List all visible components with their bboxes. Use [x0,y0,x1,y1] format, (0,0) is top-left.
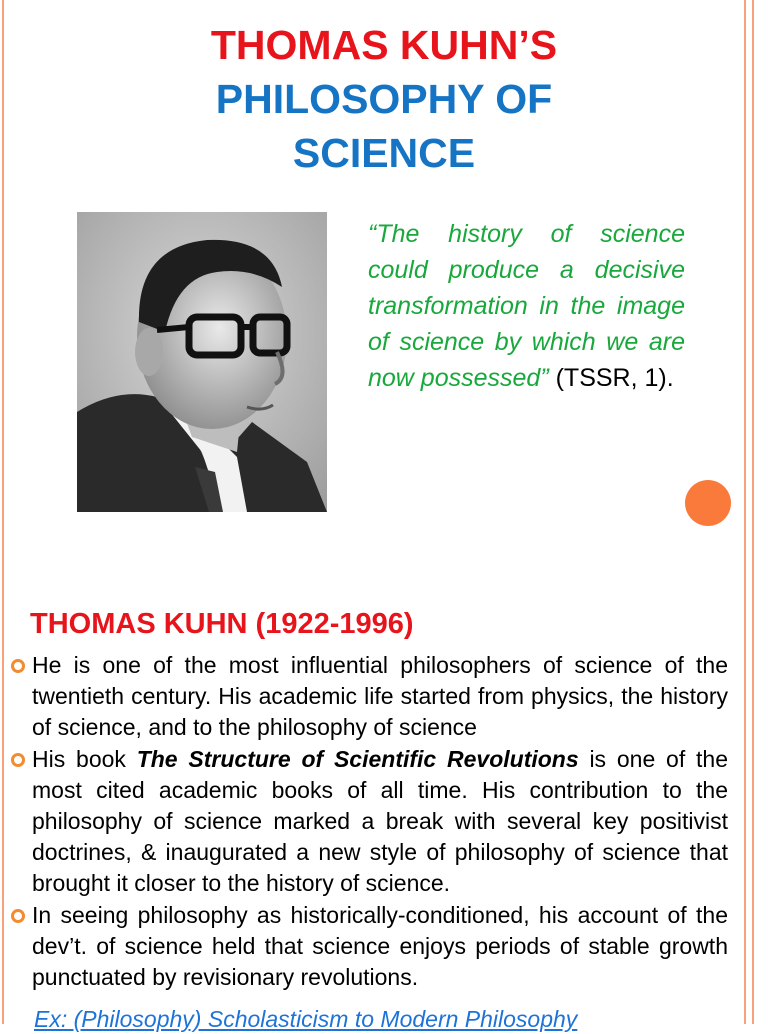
bullet-item [10,650,728,742]
quote-citation: (TSSR, 1). [548,364,674,392]
section-heading: THOMAS KUHN (1922-1996) [30,608,414,640]
book-title: The Structure of Scientific Revolutions [136,746,579,773]
bullet-item [10,744,728,898]
title-line-3: SCIENCE [292,130,476,176]
bullet-text: In seeing philosophy as historically-conditioned, his account of the dev’t. of science held that science enjoys periods of stable growth punctuated by revisionary revolutions. [32,902,728,990]
bullet-text-after: is one of the most cited academic books of all time. His contribution to the philosophy of science marked a break with several key positivist doctrines, & inaugurated a new style of philosophy of science that brought it closer to the history of science. [32,746,728,896]
kuhn-quote [368,216,685,396]
title-line-2: PHILOSOPHY OF [215,76,553,122]
orange-circle-decoration [685,480,731,526]
example-link[interactable]: Ex: (Philosophy) Scholasticism to Modern Philosophy [34,1006,578,1032]
bullet-item [10,900,728,992]
quote-text: “The history of science could produce a decisive transformation in the image of science by which we are now possessed” [368,220,685,392]
bullet-text: He is one of the most influential philosophers of science of the twentieth century. His academic life started from physics, the history of science, and to the philosophy of science [32,652,728,740]
title-line-1: THOMAS KUHN’S [210,22,558,68]
bullet-circle-icon [11,753,25,767]
portrait-image [77,212,327,512]
bullet-text-before: His book [32,746,137,773]
bullet-circle-icon [11,659,25,673]
portrait-photo [77,212,327,512]
bullet-list [10,650,728,995]
slide-title [0,18,768,180]
bullet-circle-icon [11,909,25,923]
